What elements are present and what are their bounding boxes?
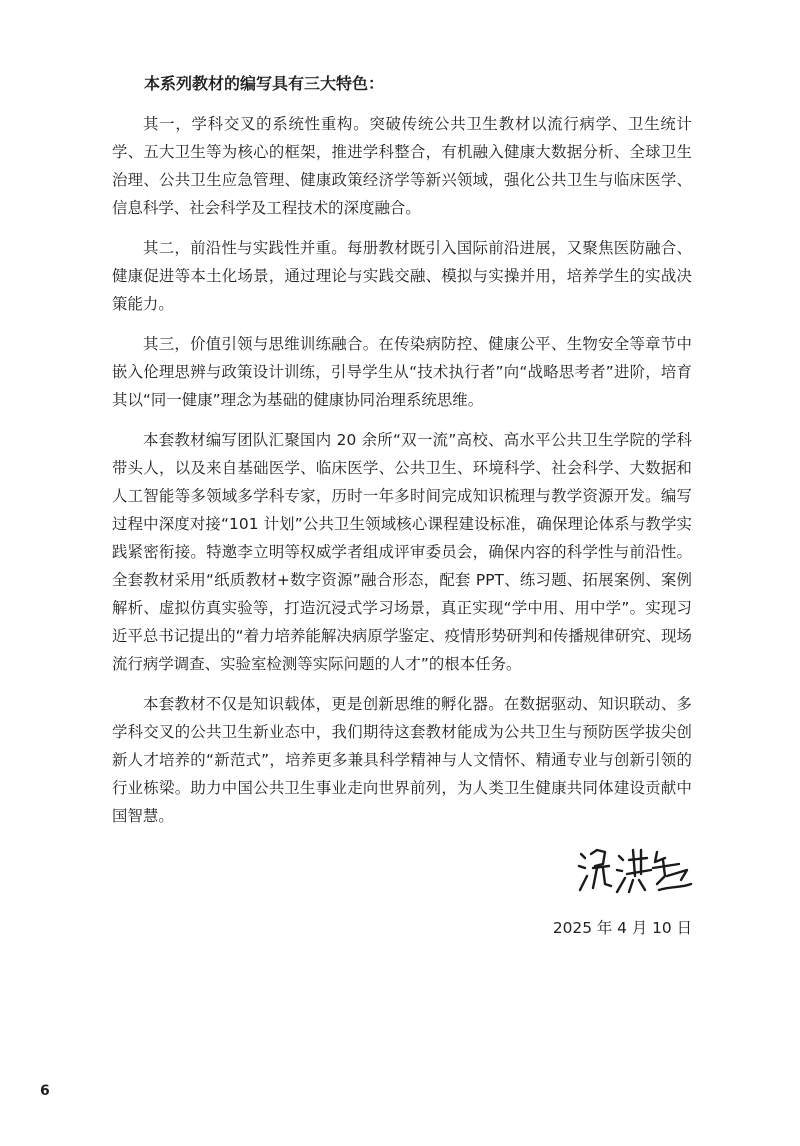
paragraph-feature-2: 其二，前沿性与实践性并重。每册教材既引入国际前沿进展，又聚焦医防融合、健康促进等本土化场景，通过理论与实践交融、模拟与实操并用，培养学生的实战决策能力。 [112, 239, 692, 313]
paragraph-feature-1: 其一，学科交叉的系统性重构。突破传统公共卫生教材以流行病学、卫生统计学、五大卫生等为核心的框架，推进学科整合，有机融入健康大数据分析、全球卫生治理、公共卫生应急管理、健康政策经济学等新兴领域，强化公共卫生与临床医学、信息科学、社会科学及工程技术的深度融合。 [112, 115, 692, 217]
signature-date: 2025 年 4 月 10 日 [552, 919, 692, 937]
page-number: 6 [40, 1083, 50, 1099]
paragraph-feature-3: 其三，价值引领与思维训练融合。在传染病防控、健康公平、生物安全等章节中嵌入伦理思辨与政策设计训练，引导学生从“技术执行者”向“战略思考者”进阶，培育其以“同一健康”理念为基础的健康协同治理系统思维。 [112, 335, 692, 409]
handwritten-signature [575, 840, 695, 900]
paragraph-team: 本套教材编写团队汇聚国内 20 余所“双一流”高校、高水平公共卫生学院的学科带头人，以及来自基础医学、临床医学、公共卫生、环境科学、社会科学、大数据和人工智能等多领域多学科专家，历时一年多时间完成知识梳理与教学资源开发。编写过程中深度对接“101 计划”公共卫生领域核心课程建设标准，确保理论体系与教学实践紧密衔接。特邀李立明等权威学者组成评审委员会，确保内容的科学性与前沿性。全套教材采用“纸质教材+数字资源”融合形态，配套 PPT、练习题、拓展案例、案例解析、虚拟仿真实验等，打造沉浸式学习场景，真正实现“学中用、用中学”。实现习近平总书记提出的“着力培养能解决病原学鉴定、疫情形势研判和传播规律研究、现场流行病学调查、实验室检测等实际问题的人才”的根本任务。 [112, 431, 692, 673]
paragraph-closing: 本套教材不仅是知识载体，更是创新思维的孵化器。在数据驱动、知识联动、多学科交叉的公共卫生新业态中，我们期待这套教材能成为公共卫生与预防医学拔尖创新人才培养的“新范式”，培养更多兼具科学精神与人文情怀、精通专业与创新引领的行业栋梁。助力中国公共卫生事业走向世界前列，为人类卫生健康共同体建设贡献中国智慧。 [112, 695, 692, 825]
section-heading: 本系列教材的编写具有三大特色： [144, 74, 385, 93]
main-content [112, 70, 692, 842]
